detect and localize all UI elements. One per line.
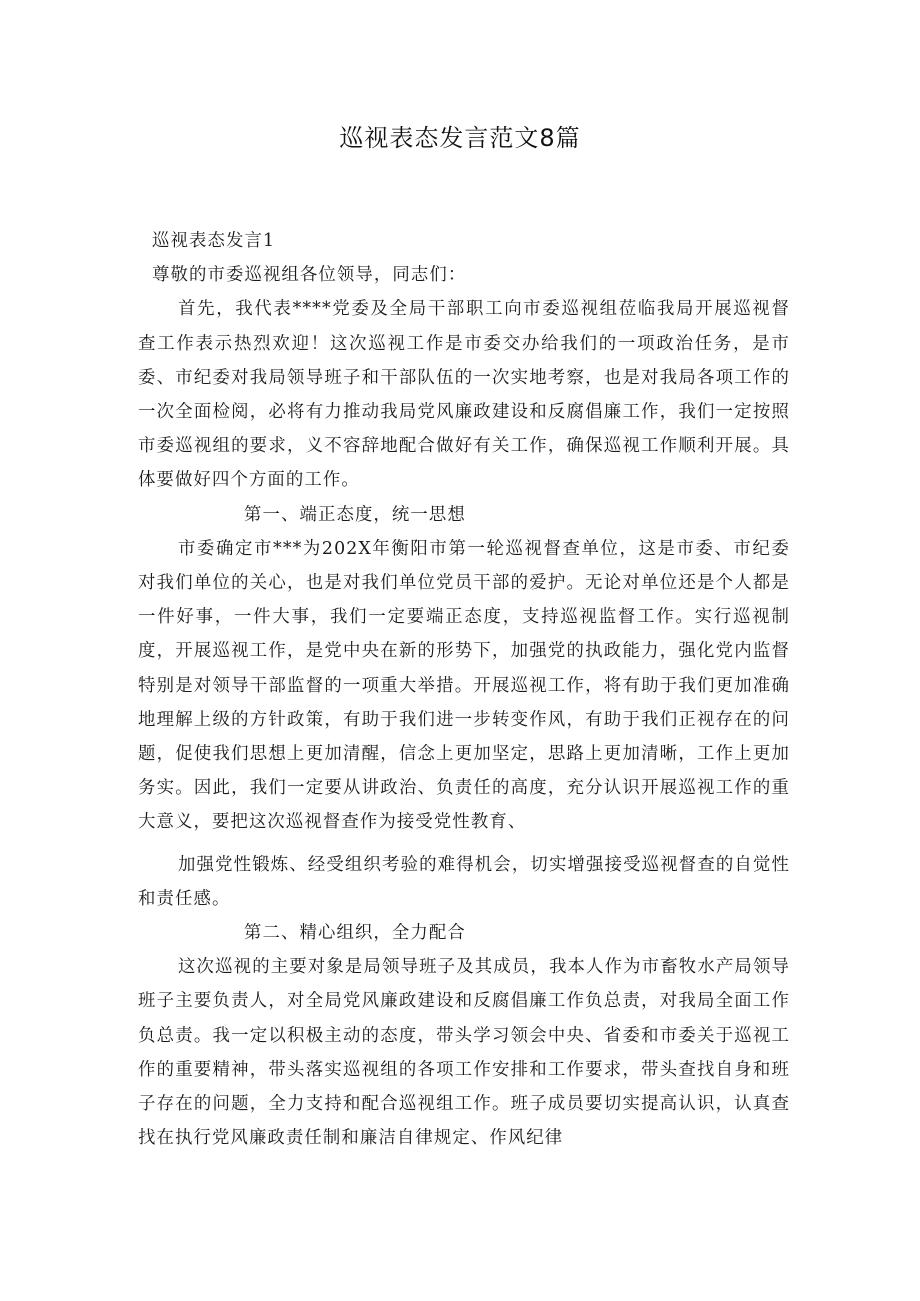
paragraph-first-section: 市委确定市***为202X年衡阳市第一轮巡视督查单位，这是市委、市纪委对我们单位的关心，也是对我们单位党员干部的爱护。无论对单位还是个人都是一件好事，一件大事，我们一定要端正态度，支持巡视监督工作。实行巡视制度，开展巡视工作，是党中央在新的形势下，加强党的执政能力，强化党内监督特别是对领导干部监督的一项重大举措。开展巡视工作，将有助于我们更加准确地理解上级的方针政策，有助于我们进一步转变作风，有助于我们正视存在的问题，促使我们思想上更加清醒，信念上更加坚定，思路上更加清晰，工作上更加务实。因此，我们一定要从讲政治、负责任的高度，充分认识开展巡视工作的重大意义，要把这次巡视督查作为接受党性教育、 bbox=[138, 538, 790, 833]
paragraph-first-section-continued: 加强党性锻炼、经受组织考验的难得机会，切实增强接受巡视督查的自觉性和责任感。 bbox=[138, 854, 790, 909]
heading-first: 第一、端正态度，统一思想 bbox=[244, 504, 466, 525]
paragraph-second-section: 这次巡视的主要对象是局领导班子及其成员，我本人作为市畜牧水产局领导班子主要负责人，对全局党风廉政建设和反腐倡廉工作负总责，对我局全面工作负总责。我一定以积极主动的态度，带头学习领会中央、省委和市委关于巡视工作的重要精神，带头落实巡视组的各项工作安排和工作要求，带头查找自身和班子存在的问题，全力支持和配合巡视组工作。班子成员要切实提高认识，认真查找在执行党风廉政责任制和廉洁自律规定、作风纪律 bbox=[138, 957, 790, 1149]
document-title: 巡视表态发言范文8篇 bbox=[339, 124, 581, 152]
paragraph-gap bbox=[138, 840, 790, 848]
paragraph-opening: 首先，我代表****党委及全局干部职工向市委巡视组莅临我局开展巡视督查工作表示热烈欢迎！这次巡视工作是市委交办给我们的一项政治任务，是市委、市纪委对我局领导班子和干部队伍的一次实地考察，也是对我局各项工作的一次全面检阅，必将有力推动我局党风廉政建设和反腐倡廉工作，我们一定按照市委巡视组的要求，义不容辞地配合做好有关工作，确保巡视工作顺利开展。具体要做好四个方面的工作。 bbox=[138, 299, 790, 491]
section-title: 巡视表态发言1 bbox=[152, 231, 276, 251]
document-body bbox=[138, 224, 790, 1155]
heading-second: 第二、精心组织，全力配合 bbox=[244, 923, 466, 944]
salutation: 尊敬的市委巡视组各位领导，同志们： bbox=[152, 265, 467, 286]
